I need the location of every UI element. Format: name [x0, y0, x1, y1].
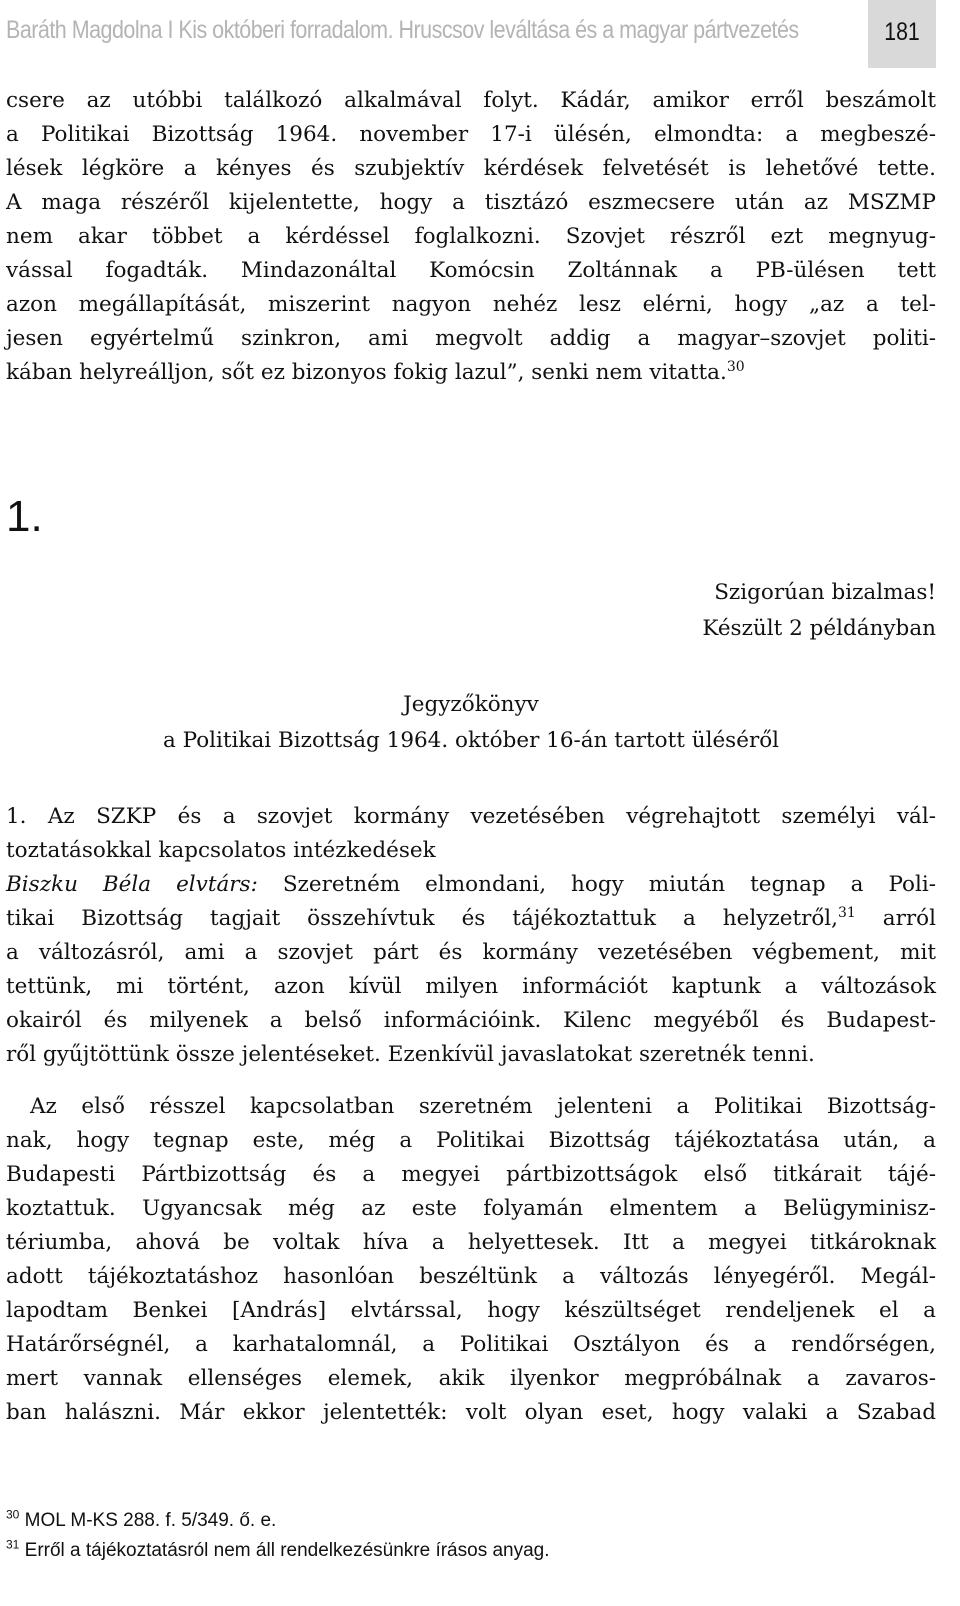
- text-line: jesen egyértelmű szinkron, ami megvolt addig a magyar–szovjet politi-: [6, 326, 936, 351]
- text-line: lapodtam Benkei [András] elvtárssal, hogy készültséget rendeljenek el a: [6, 1298, 936, 1323]
- copies-label: Készült 2 példányban: [702, 616, 936, 641]
- text-line: toztatásokkal kapcsolatos intézkedések: [6, 838, 436, 863]
- text-line: 1. Az SZKP és a szovjet kormány vezetésében végrehajtott személyi vál-: [6, 804, 936, 829]
- page-number-box: [868, 0, 936, 68]
- footnote: [6, 1536, 936, 1566]
- text-line: ről gyűjtöttünk össze jelentéseket. Ezenkívül javaslatokat szeretnék tenni.: [6, 1042, 815, 1067]
- text-line: lések légköre a kényes és szubjektív kérdések felvetését is lehetővé tette.: [6, 156, 936, 181]
- footnote-ref: 31: [838, 904, 856, 921]
- text-line: tettünk, mi történt, azon kívül milyen információt kaptunk a változások: [6, 974, 936, 999]
- text-line: A maga részéről kijelentette, hogy a tisztázó eszmecsere után az MSZMP: [6, 190, 936, 215]
- page-header: [0, 0, 960, 70]
- text-line: vással fogadták. Mindazonáltal Komócsin Zoltánnak a PB-ülésen tett: [6, 258, 936, 283]
- text-line: a változásról, ami a szovjet párt és kormány vezetésében végbement, mit: [6, 940, 936, 965]
- text-line: csere az utóbbi találkozó alkalmával folyt. Kádár, amikor erről beszámolt: [6, 88, 936, 113]
- running-head: Baráth Magdolna I Kis októberi forradalom. Hruscsov leváltása és a magyar pártvezetés: [6, 16, 799, 44]
- agenda-item: [6, 800, 936, 868]
- footnote-number: 31: [6, 1537, 20, 1552]
- text-line: a Politikai Bizottság 1964. november 17-i ülésén, elmondta: a megbeszé-: [6, 122, 936, 147]
- speech-paragraph-1: [6, 868, 936, 1072]
- footnote: [6, 1506, 936, 1536]
- document-subtitle: a Politikai Bizottság 1964. október 16-án tartott üléséről: [162, 728, 780, 753]
- text-line: adott tájékoztatáshoz hasonlóan beszéltünk a változás lényegéről. Megál-: [6, 1264, 936, 1289]
- text-line: nem akar többet a kérdéssel foglalkozni. Szovjet részről ezt megnyug-: [6, 224, 936, 249]
- text-line: tikai Bizottság tagjait összehívtuk és tájékoztattuk a helyzetről,$^{31}$ arról: [6, 904, 936, 931]
- footnote-ref: 30: [726, 358, 745, 375]
- text-line: okairól és milyenek a belső információink. Kilenc megyéből és Budapest-: [6, 1008, 936, 1033]
- footnotes: [6, 1506, 936, 1566]
- text-line: Budapesti Pártbizottság és a megyei pártbizottságok első titkárait tájé-: [6, 1162, 936, 1187]
- classification-label: Szigorúan bizalmas!: [714, 580, 936, 605]
- intro-paragraph: [6, 84, 936, 390]
- text-line: nak, hogy tegnap este, még a Politikai Bizottság tájékoztatása után, a: [6, 1128, 936, 1153]
- text-line: ban halászni. Már ekkor jelentették: volt olyan eset, hogy valaki a Szabad: [6, 1400, 936, 1425]
- footnote-text: MOL M-KS 288. f. 5/349. ő. e.: [24, 1510, 277, 1531]
- document-number: 1.: [6, 492, 43, 541]
- footnote-number: 30: [6, 1507, 20, 1522]
- text-line: koztattuk. Ugyancsak még az este folyamán elmentem a Belügyminisz-: [6, 1196, 936, 1221]
- page-number: 181: [884, 18, 920, 46]
- text-line: Az első résszel kapcsolatban szeretném jelenteni a Politikai Bizottság-: [30, 1094, 936, 1119]
- footnote-text: Erről a tájékoztatásról nem áll rendelkezésünkre írásos anyag.: [24, 1540, 550, 1561]
- speech-paragraph-2: [6, 1090, 936, 1430]
- speaker-name: Biszku Béla elvtárs:: [6, 872, 258, 897]
- text-line: Határőrségnél, a karhatalomnál, a Politikai Osztályon és a rendőrségen,: [6, 1332, 936, 1357]
- text-line: mert vannak ellenséges elemek, akik ilyenkor megpróbálnak a zavaros-: [6, 1366, 936, 1391]
- text-line: azon megállapítását, miszerint nagyon nehéz lesz elérni, hogy „az a tel-: [6, 292, 936, 317]
- text-line: tériumba, ahová be voltak híva a helyettesek. Itt a megyei titkároknak: [6, 1230, 936, 1255]
- document-title: Jegyzőkönyv: [403, 692, 539, 717]
- text-line: Biszku Béla elvtárs: Szeretném elmondani, hogy miután tegnap a Poli-: [6, 872, 936, 897]
- text-line: kában helyreálljon, sőt ez bizonyos fokig lazul”, senki nem vitatta.$^{30}$: [6, 358, 745, 385]
